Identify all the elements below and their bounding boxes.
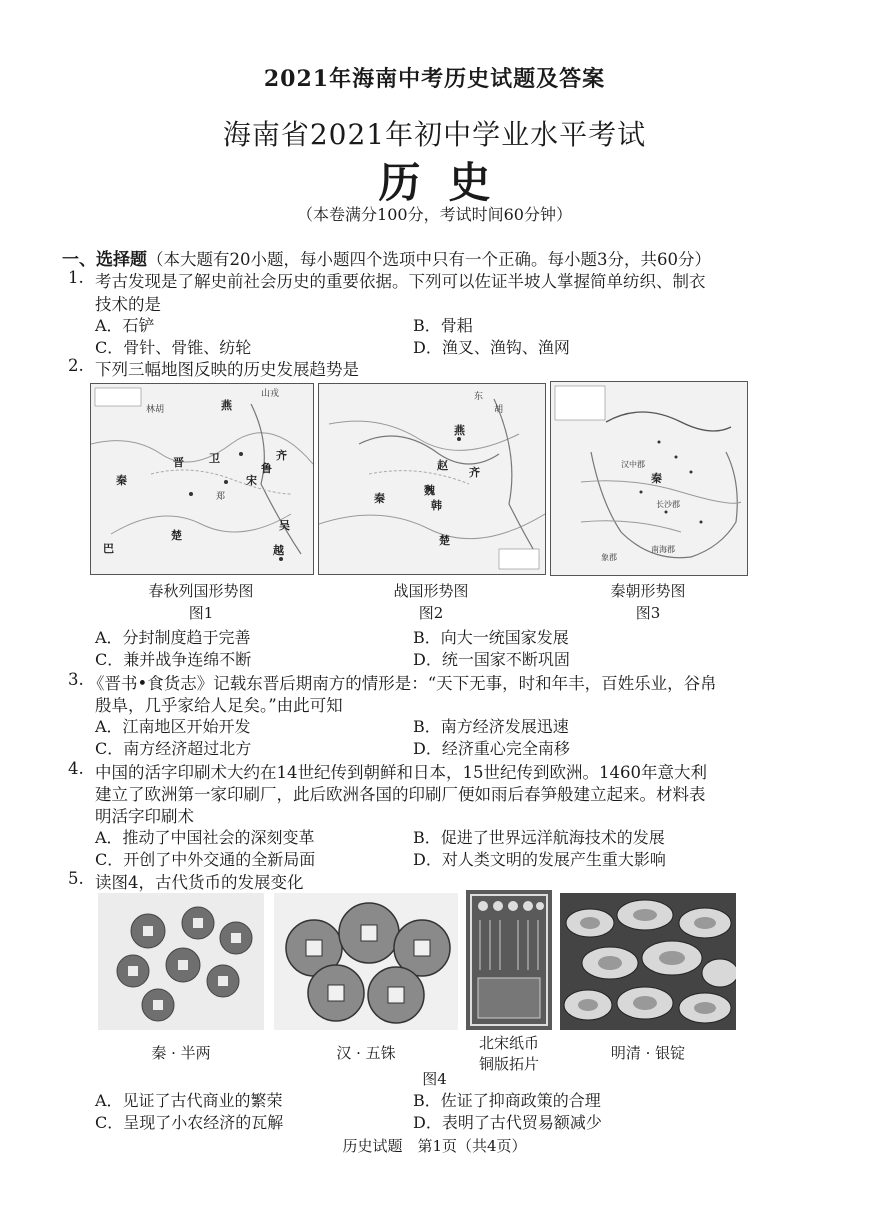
q4-option-c: C．开创了中外交通的全新局面 [95,850,316,869]
q2-number: 2. [68,356,84,375]
map-1-figure-number: 图1 [188,604,214,622]
coins-2-graphic [274,893,458,1030]
map-2-caption: 战国形势图 [393,582,469,600]
map3-label-4: 象郡 [601,553,617,562]
q4-option-d: D．对人类文明的发展产生重大影响 [413,850,666,869]
q5-option-a: A．见证了古代商业的繁荣 [95,1091,283,1110]
map3-label-3: 南海郡 [651,545,675,554]
paper-money-caption-line1: 北宋纸币 [478,1034,539,1052]
coins-1-graphic [98,893,264,1030]
q2-option-c: C．兼并战争连绵不断 [95,650,252,669]
section-desc: （本大题有20小题，每小题四个选项中只有一个正确。每小题3分，共60分） [147,250,711,269]
map3-label-0: 秦 [651,472,662,485]
coins-1-caption: 秦 · 半两 [151,1044,211,1062]
q3-stem-line1: 《晋书•食货志》记载东晋后期南方的情形是：“天下无事，时和年丰，百姓乐业，谷帛 [88,674,717,693]
map1-label-6: 卫 [209,452,220,465]
q4-option-b: B．促进了世界远洋航海技术的发展 [413,828,665,847]
q4-stem-line2: 建立了欧洲第一家印刷厂，此后欧洲各国的印刷厂便如雨后春笋般建立起来。材料表 [95,785,706,804]
paper-money-graphic [466,890,552,1030]
map-1-caption: 春秋列国形势图 [148,582,254,600]
map-spring-autumn [90,383,314,575]
q2-option-a: A．分封制度趋于完善 [95,628,251,647]
map1-label-9: 楚 [171,529,182,542]
map-3-caption: 秦朝形势图 [610,582,686,600]
ingots-graphic [560,893,736,1030]
map1-label-7: 宋 [246,474,257,487]
q3-stem-line2: 殷阜，几乎家给人足矣。”由此可知 [95,696,343,715]
map-qin-dynasty [550,381,748,576]
q1-option-a: A．石铲 [95,316,155,335]
q5-option-b: B．佐证了抑商政策的合理 [413,1091,601,1110]
q2-option-d: D．统一国家不断巩固 [413,650,570,669]
map-warring-states [318,383,546,575]
page-footer: 历史试题 第1页（共4页） [342,1137,527,1155]
subject-title: 历史 [378,158,519,207]
q4-stem-line3: 明活字印刷术 [95,807,194,826]
map1-label-11: 越 [273,544,284,557]
exam-note: （本卷满分100分，考试时间60分钟） [297,205,572,224]
map2-label-3: 赵 [437,459,448,472]
map1-label-13: 郑 [216,492,226,502]
q3-option-a: A．江南地区开始开发 [95,717,251,736]
section-head: 一、选择题 [62,250,147,270]
map1-label-1: 林胡 [146,405,165,415]
map2-label-7: 秦 [374,492,385,505]
q5-option-d: D．表明了古代贸易额减少 [413,1113,602,1132]
map2-label-4: 齐 [469,466,480,479]
map2-label-5: 魏 [424,484,435,497]
map1-label-8: 秦 [116,474,127,487]
q4-option-a: A．推动了中国社会的深刻变革 [95,828,315,847]
q2-option-b: B．向大一统国家发展 [413,628,569,647]
map-3-figure-number: 图3 [635,604,661,622]
q4-stem-line1: 中国的活字印刷术大约在14世纪传到朝鲜和日本，15世纪传到欧洲。1460年意大利 [95,763,707,782]
q1-stem-line1: 考古发现是了解史前社会历史的重要依据。下列可以佐证半坡人掌握简单纺织、制衣 [95,272,706,291]
q1-number: 1. [68,268,84,287]
map2-label-6: 韩 [431,499,442,512]
map2-label-0: 东 [474,392,484,402]
figure-4-number: 图4 [422,1070,447,1088]
q1-stem-line2: 技术的是 [95,295,161,314]
northern-song-paper-money-image [466,890,552,1030]
map1-label-0: 山戎 [261,389,280,399]
map-2-figure-number: 图2 [418,604,444,622]
q4-number: 4. [68,759,84,778]
map1-label-4: 鲁 [261,462,272,475]
q3-option-c: C．南方经济超过北方 [95,739,252,758]
q3-option-b: B．南方经济发展迅速 [413,717,569,736]
coins-2-caption: 汉 · 五铢 [336,1044,396,1062]
q1-option-c: C．骨针、骨锥、纺轮 [95,338,252,357]
q5-number: 5. [68,869,84,888]
qin-banliang-coins-image [98,893,264,1030]
q1-option-b: B．骨耜 [413,316,473,335]
map1-label-10: 吴 [279,519,290,532]
han-wuzhu-coins-image [274,893,458,1030]
q1-option-d: D．渔叉、渔钩、渔网 [413,338,570,357]
q3-number: 3. [68,670,84,689]
map1-label-2: 燕 [221,399,232,412]
exam-title: 海南省2021年初中学业水平考试 [222,118,647,151]
document-title: 2021年海南中考历史试题及答案 [263,66,606,92]
paper-money-caption-line2: 铜版拓片 [478,1055,539,1073]
section-heading [62,245,711,270]
map1-label-5: 晋 [173,456,184,469]
map-1-graphic [91,384,313,574]
q5-stem-line1: 读图4，古代货币的发展变化 [95,873,304,892]
map1-label-3: 齐 [276,449,287,462]
map-3-graphic [551,382,747,575]
ming-qing-silver-ingots-image [560,893,736,1030]
map2-label-2: 燕 [454,424,465,437]
map-2-graphic [319,384,545,574]
map2-label-1: 胡 [494,405,504,415]
map1-label-12: 巴 [103,542,114,555]
map3-label-2: 长沙郡 [656,500,680,509]
q5-option-c: C．呈现了小农经济的瓦解 [95,1113,284,1132]
q3-option-d: D．经济重心完全南移 [413,739,570,758]
map2-label-8: 楚 [439,534,450,547]
map3-label-1: 汉中郡 [621,460,645,469]
ingots-caption: 明清 · 银锭 [610,1044,686,1062]
q2-stem-line1: 下列三幅地图反映的历史发展趋势是 [95,360,359,379]
